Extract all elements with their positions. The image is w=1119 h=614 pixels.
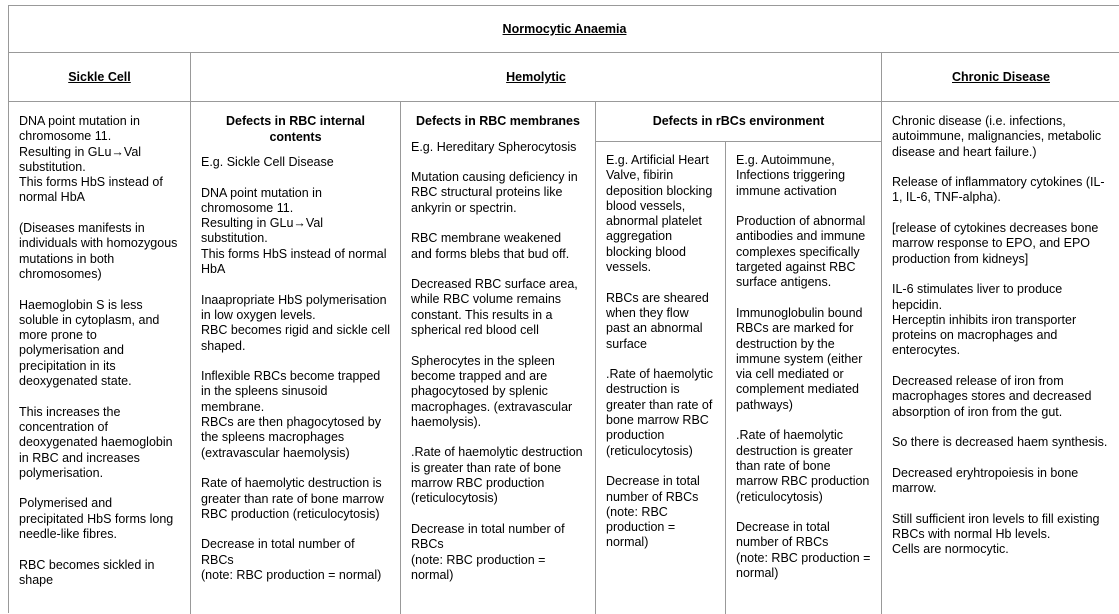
environment-autoimmune-text: .Rate of haemolytic destruction is greater than rate of bone marrow RBC production (reticulocytosis) — [736, 428, 870, 504]
chronic-text: Still sufficient iron levels to fill existing RBCs with normal Hb levels. Cells are normocytic. — [892, 511, 1100, 557]
chronic-text: Decreased eryhtropoiesis in bone marrow. — [892, 465, 1079, 496]
chronic-text: So there is decreased haem synthesis. — [892, 435, 1108, 450]
membranes-text: RBC membrane weakened and forms blebs that bud off. — [411, 231, 570, 261]
environment-valve-text: RBCs are sheared when they flow past an abnormal surface — [606, 290, 709, 351]
sickle-text: Polymerised and precipitated HbS forms long needle-like fibres. — [19, 496, 174, 542]
sickle-text: RBC becomes sickled in shape — [19, 557, 155, 587]
subheader-membranes: Defects in RBC membranes — [416, 114, 580, 128]
environment-valve-text: Decrease in total number of RBCs (note: RBC production = normal) — [606, 474, 700, 550]
header-chronic-disease: Chronic Disease — [881, 52, 1119, 101]
environment-valve-text: E.g. Artificial Heart Valve, fibirin deposition blocking blood vessels, abnormal platelet aggregation blocking blood vessels. — [606, 153, 713, 275]
sickle-cell-column — [9, 101, 190, 614]
environment-autoimmune-text: E.g. Autoimmune, Infections triggering immune activation — [736, 153, 846, 198]
membranes-text: Decreased RBC surface area, while RBC volume remains constant. This results in a spherical red blood cell — [411, 277, 578, 338]
subheader-internal-contents: Defects in RBC internal contents — [226, 114, 365, 144]
chronic-text: IL-6 stimulates liver to produce hepcidin. Herceptin inhibits iron transporter proteins on macrophages and enterocytes. — [892, 282, 1077, 358]
chronic-disease-column — [881, 101, 1119, 614]
header-hemolytic: Hemolytic — [190, 52, 881, 101]
membranes-text: Decrease in total number of RBCs (note: RBC production = normal) — [411, 521, 565, 582]
header-sickle-cell: Sickle Cell — [9, 52, 190, 101]
subheader-environment: Defects in rBCs environment — [595, 101, 881, 141]
environment-valve-text: .Rate of haemolytic destruction is greater than rate of bone marrow RBC production (reticulocytosis) — [606, 367, 713, 458]
sickle-text: (Diseases manifests in individuals with homozygous mutations in both chromosomes) — [19, 221, 178, 281]
internal-text: Decrease in total number of RBCs (note: RBC production = normal) — [201, 537, 382, 583]
internal-text: DNA point mutation in chromosome 11. Resulting in GLu→Val substitution. This forms HbS instead of normal HbA — [201, 185, 387, 277]
internal-text: Inaapropriate HbS polymerisation in low oxygen levels. RBC becomes rigid and sickle cell shaped. — [201, 292, 390, 353]
chronic-text: [release of cytokines decreases bone marrow response to EPO, and EPO production from kidneys] — [892, 221, 1099, 266]
membranes-text: .Rate of haemolytic destruction is greater than rate of bone marrow RBC production (reticulocytosis) — [411, 445, 583, 506]
chronic-text: Decreased release of iron from macrophages stores and decreased absorption of iron from the gut. — [892, 374, 1092, 419]
membranes-text: Mutation causing deficiency in RBC structural proteins like ankyrin or spectrin. — [411, 170, 578, 215]
environment-autoimmune-text: Decrease in total number of RBCs (note: RBC production = normal) — [736, 520, 871, 581]
membranes-column — [400, 101, 595, 614]
sickle-text: This increases the concentration of deoxygenated haemoglobin in RBC and increases polymerisation. — [19, 404, 173, 480]
anaemia-table — [8, 5, 1119, 613]
internal-text: E.g. Sickle Cell Disease — [201, 155, 334, 169]
environment-autoimmune-text: Immunoglobulin bound RBCs are marked for destruction by the immune system (either via cell mediated or complement mediated pathways) — [736, 305, 863, 412]
internal-text: Rate of haemolytic destruction is greater than rate of bone marrow RBC production (reticulocytosis) — [201, 476, 384, 521]
sickle-text: DNA point mutation in chromosome 11. Resulting in GLu→Val substitution. This forms HbS instead of normal HbA — [19, 114, 163, 205]
chronic-text: Chronic disease (i.e. infections, autoimmune, malignancies, metabolic disease and heart failure.) — [892, 114, 1102, 159]
membranes-text: E.g. Hereditary Spherocytosis — [411, 139, 577, 154]
membranes-text: Spherocytes in the spleen become trapped and are phagocytosed by splenic macrophages. (extravascular haemolysis). — [411, 353, 573, 429]
environment-autoimmune-column — [725, 141, 881, 614]
sickle-text: Haemoglobin S is less soluble in cytoplasm, and more prone to polymerisation and precipitation in its deoxygenated state. — [19, 297, 160, 389]
environment-valve-column — [595, 141, 725, 614]
internal-contents-column — [190, 101, 400, 614]
chronic-text: Release of inflammatory cytokines (IL-1, IL-6, TNF-alpha). — [892, 175, 1105, 205]
internal-text: Inflexible RBCs become trapped in the spleens sinusoid membrane. RBCs are then phagocytosed by the spleens macrophages (extravascular haemolysis) — [201, 369, 381, 460]
environment-autoimmune-text: Production of abnormal antibodies and immune complexes specifically targeted against RBC surface antigens. — [736, 214, 866, 290]
table-title: Normocytic Anaemia — [502, 22, 627, 36]
